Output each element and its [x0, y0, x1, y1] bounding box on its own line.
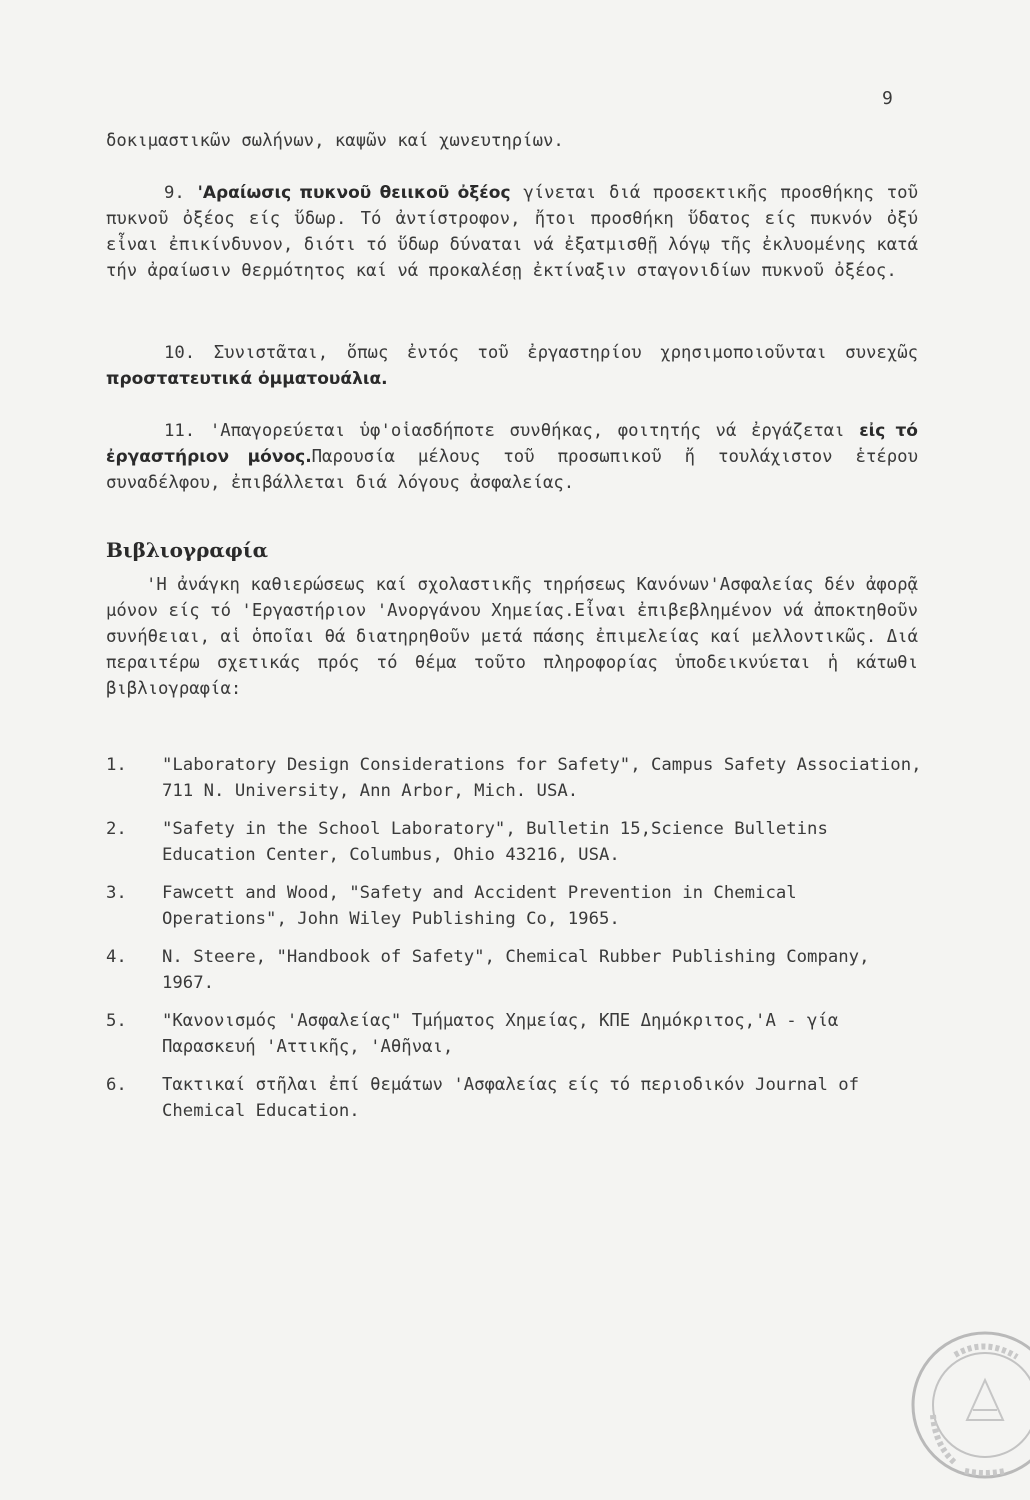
- paragraph-9-number: 9.: [164, 183, 185, 203]
- page-number: 9: [882, 88, 894, 109]
- reference-number: 5.: [106, 1011, 127, 1031]
- paragraph-10-bold: προστατευτικά ὀμματουάλια.: [106, 369, 388, 389]
- reference-text: "Laboratory Design Considerations for Safety", Campus Safety Association, 711 N. University, Ann Arbor, Mich. USA.: [162, 755, 922, 801]
- reference-text: "Safety in the School Laboratory", Bulletin 15,Science Bulletins Education Center, Columbus, Ohio 43216, USA.: [162, 819, 828, 865]
- reference-text: "Κανονισμός 'Ασφαλείας" Τμήματος Χημείας, ΚΠΕ Δημόκριτος,'Α - γία Παρασκευή 'Αττικῆς, 'Αθῆναι,: [162, 1011, 839, 1057]
- paragraph-11: [106, 418, 918, 496]
- reference-item: [106, 880, 926, 932]
- reference-list: [106, 752, 926, 1136]
- reference-number: 1.: [106, 755, 127, 775]
- library-stamp-icon: [905, 1325, 1030, 1485]
- reference-item: [106, 816, 926, 868]
- reference-number: 2.: [106, 819, 127, 839]
- bibliography-heading: Βιβλιογραφία: [106, 538, 268, 562]
- paragraph-10-text: Συνιστᾶται, ὅπως ἐντός τοῦ ἐργαστηρίου χρησιμοποιοῦνται συνεχῶς: [213, 343, 919, 363]
- reference-text: Fawcett and Wood, "Safety and Accident Prevention in Chemical Operations", John Wiley Publishing Co, 1965.: [162, 883, 797, 929]
- paragraph-10: [106, 340, 918, 392]
- reference-item: [106, 1072, 926, 1124]
- paragraph-9-bold: 'Αραίωσις πυκνοῦ θειικοῦ ὀξέος: [197, 183, 511, 203]
- reference-item: [106, 752, 926, 804]
- paragraph-continuation: δοκιμαστικῶν σωλήνων, καψῶν καί χωνευτηρίων.: [106, 131, 564, 151]
- paragraph-10-number: 10.: [164, 343, 196, 363]
- bibliography-intro: 'Η ἀνάγκη καθιερώσεως καί σχολαστικῆς τηρήσεως Κανόνων'Ασφαλείας δέν ἀφορᾷ μόνον είς τό 'Εργαστήριον 'Ανοργάνου Χημείας.Εἶναι ἐπιβεβλημένον νά ἀποκτηθοῦν συνήθειαι, αἱ ὁποῖαι θά διατηρηθοῦν μετά πάσης ἐπιμελείας καί μελλοντικῶς. Διά περαιτέρω σχετικάς πρός τό θέμα τοῦτο πληροφορίας ὑποδεικνύεται ἡ κάτωθι βιβλιογραφία:: [106, 575, 918, 699]
- paragraph-9: [106, 180, 918, 284]
- reference-item: [106, 1008, 926, 1060]
- paragraph-11-text: 'Απαγορεύεται ὑφ'οἱασδήποτε συνθήκας, φοιτητής νά ἐργάζεται: [209, 421, 845, 441]
- reference-item: [106, 944, 926, 996]
- reference-number: 6.: [106, 1075, 127, 1095]
- reference-number: 3.: [106, 883, 127, 903]
- paragraph-9-text: γίνεται διά προσεκτικῆς προσθήκης τοῦ πυκνοῦ ὀξέος είς ὕδωρ. Τό ἀντίστροφον, ἤτοι προσθήκη ὕδατος είς πυκνόν ὀξύ εἶναι ἐπικίνδυνον, διότι τό ὕδωρ δύναται νά ἐξατμισθῇ λόγῳ τῆς ἐκλυομένης κατά τήν ἀραίωσιν θερμότητος καί νά προκαλέσῃ ἐκτίναξιν σταγονιδίων πυκνοῦ ὀξέος.: [106, 183, 918, 281]
- paragraph-11-bold: εἰς τό ἐργαστήριον μόνος.: [106, 421, 918, 467]
- paragraph-11-number: 11.: [164, 421, 196, 441]
- paragraph-11-rest: Παρουσία μέλους τοῦ προσωπικοῦ ἤ τουλάχιστον ἑτέρου συναδέλφου, ἐπιβάλλεται διά λόγους ἀσφαλείας.: [106, 447, 918, 493]
- reference-text: Τακτικαί στῆλαι ἐπί θεμάτων 'Ασφαλείας είς τό περιοδικόν Journal of Chemical Education.: [162, 1075, 860, 1121]
- reference-number: 4.: [106, 947, 127, 967]
- reference-text: N. Steere, "Handbook of Safety", Chemical Rubber Publishing Company, 1967.: [162, 947, 870, 993]
